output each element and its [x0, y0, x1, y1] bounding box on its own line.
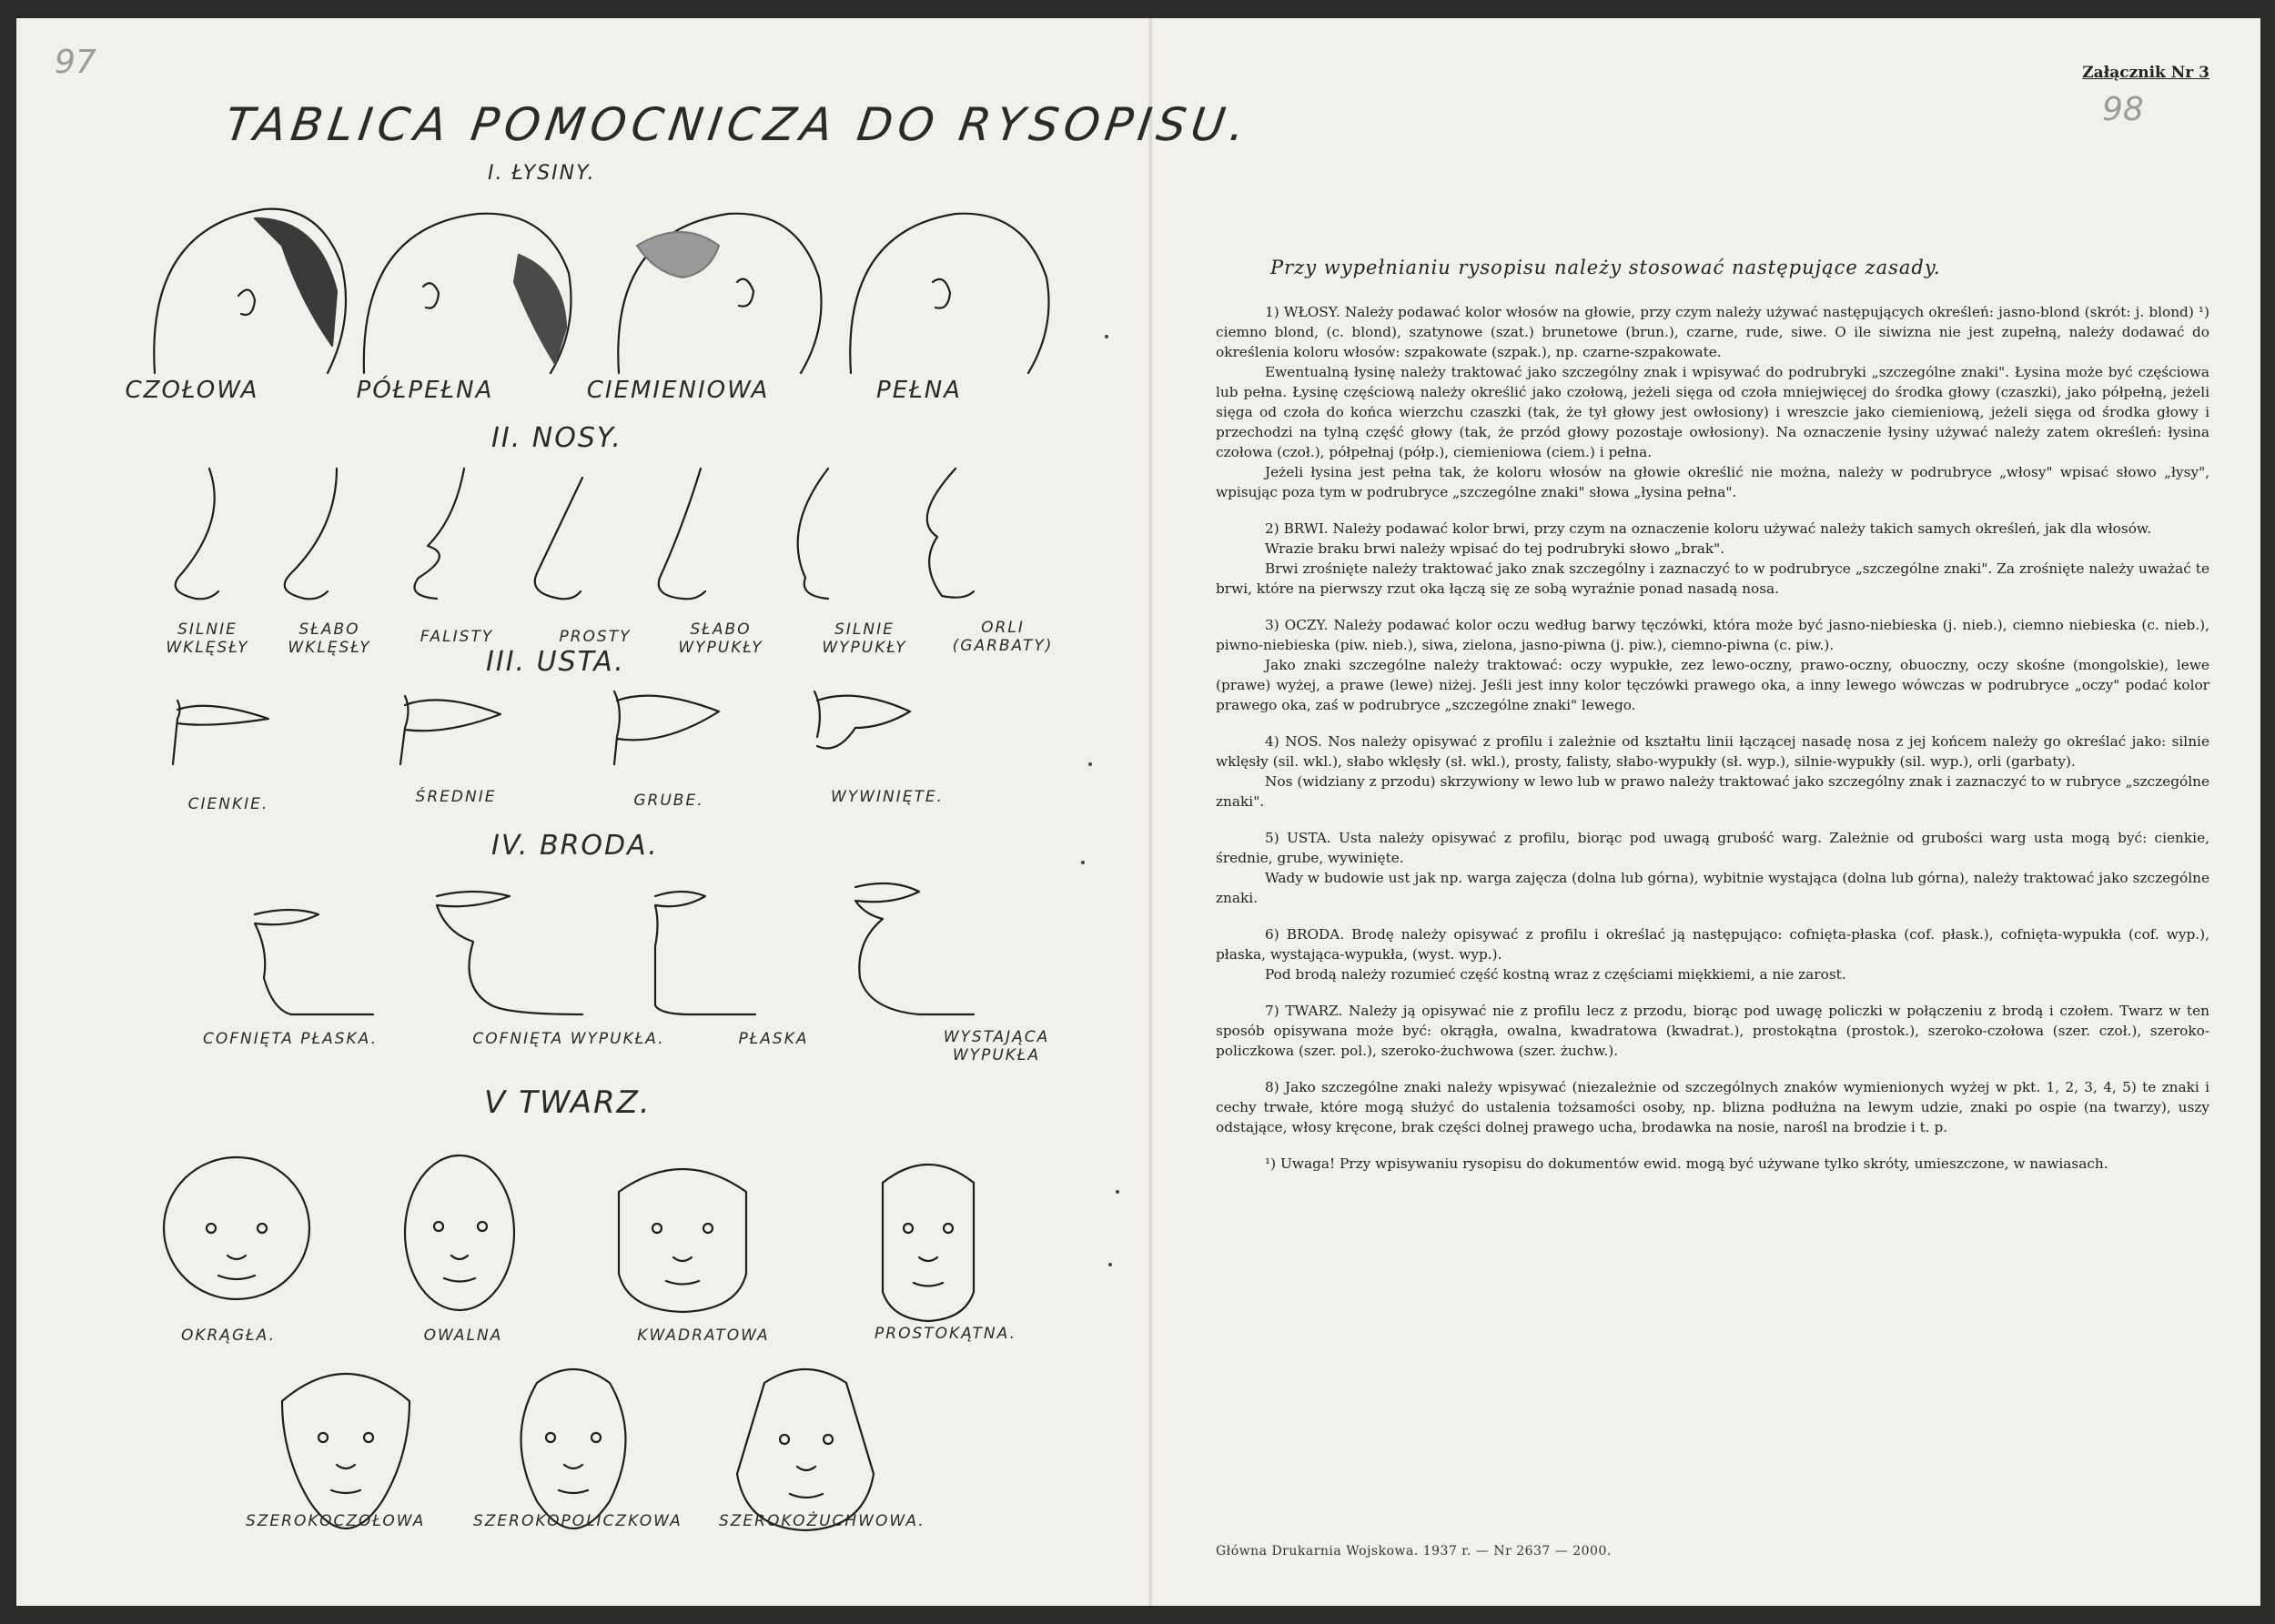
chin-cofnieta-plaska [255, 910, 373, 1014]
label-cofnieta-plaska: COFNIĘTA PŁASKA. [202, 1030, 379, 1048]
head-polpelna [364, 214, 571, 373]
face-okragla [164, 1157, 309, 1299]
rule-nose-crooked: Nos (widziany z przodu) skrzywiony w lewo lub w prawo należy traktować jako szczególny znak i zaznaczyć to w rubryce „szczególne znaki". [1216, 773, 2209, 810]
lips-cienkie [173, 701, 268, 764]
rule-eyebrows: 2) BRWI. Należy podawać kolor brwi, przy czym na oznaczenie koloru używać należy takich samych określeń, jak dla włosów. [1265, 520, 2152, 537]
rules-heading: Przy wypełnianiu rysopisu należy stosować następujące zasady. [1270, 257, 1941, 278]
nose-slabo-wypukly [659, 469, 705, 599]
face-szerokozuchwowa [737, 1369, 874, 1530]
rule-chin: 6) BRODA. Brodę należy opisywać z profilu i określać ją następująco: cofnięta-płaska (cof. płask.), cofnięta-wypukła (cof. wyp.), płaska, wystająca-wypukła, (wyst. wyp.). [1216, 926, 2209, 963]
rule-hair-full-baldness: Jeżeli łysina jest pełna tak, że koloru włosów na głowie określić nie można, należy w podrubryce „włosy" wpisać słowo „łysy", wpisując poza tym w podrubryce „szczególne znaki" słowa „łysina pełna". [1216, 464, 2209, 500]
nose-silnie-wypukly [798, 469, 828, 599]
head-ciemieniowa [618, 214, 821, 373]
label-okragla: OKRĄGŁA. [180, 1326, 277, 1345]
label-prostokatna: PROSTOKĄTNA. [875, 1325, 1016, 1343]
lips-grube [614, 691, 719, 764]
rule-eyebrows-missing: Wrazie braku brwi należy wpisać do tej podrubryki słowo „brak". [1265, 540, 1725, 557]
label-slabo-wypukly: SŁABO WYPUKŁY [678, 620, 763, 658]
label-prosty: PROSTY [559, 628, 632, 646]
label-cienkie: CIENKIE. [187, 795, 269, 813]
rule-chin-definition: Pod brodą należy rozumieć część kostną wraz z częściami miękkiemi, a nie zarost. [1265, 966, 1846, 983]
noses-drawing [155, 464, 1065, 610]
rule-special-marks: 8) Jako szczególne znaki należy wpisywać (niezależnie od szczególnych znaków wymienionych wyżej w pkt. 1, 2, 3, 4, 5) te znaki i cechy trwałe, które mogą służyć do ustalenia tożsamości osoby, np. blizna podłużna na lewym udzie, znaki po ospie (na twarzy), uszy odstające, włosy kręcone, brak części dolnej prawego ucha, brodawka na nosie, narośl na brodzie i t. p. [1216, 1079, 2209, 1135]
label-slabo-wklesly: SŁABO WKLĘSŁY [288, 620, 371, 658]
label-srednie: ŚREDNIE [415, 788, 497, 806]
binder-hole [1088, 762, 1092, 766]
nose-falisty [415, 469, 465, 599]
rule-eyebrows-joined: Brwi zrośnięte należy traktować jako znak szczególny i zaznaczyć to w podrubryce „szczególne znaki". Za zrośnięte należy uważać te brwi, które na pierwszy rzut oka łączą się ze sobą wyraźnie ponad nasadą nosa. [1216, 560, 2209, 597]
rule-eyes: 3) OCZY. Należy podawać kolor oczu według barwy tęczówki, która może być jasno-niebieska (j. nieb.), ciemno niebieska (c. nieb.), piwno-niebieska (piw. nieb.), siwa, zielona, jasno-piwna (j. piw.), ciemno-piwna (c. piw.). [1216, 617, 2209, 653]
lips-srednie [400, 696, 500, 764]
label-silnie-wklesly: SILNIE WKLĘSŁY [166, 620, 249, 658]
binder-hole [1081, 861, 1085, 864]
label-plaska: PŁASKA [738, 1030, 809, 1048]
head-czolowa [154, 209, 346, 373]
label-czolowa: CZOŁOWA [125, 377, 259, 404]
baldness-heads-drawing [127, 191, 1037, 382]
label-grube: GRUBE. [633, 792, 704, 810]
label-szerokopoliczkowa: SZEROKOPOLICZKOWA [473, 1512, 682, 1530]
rule-eyes-special: Jako znaki szczególne należy traktować: oczy wypukłe, zez lewo-oczny, prawo-oczny, obuoczny, oczy skośne (mongolskie), lewe (prawe) wyżej, a prawe (lewe) niżej. Jeśli jest inny kolor tęczówki prawego oka, a inny lewego wówczas w podrubryce „oczy" podać kolor prawego oka, zaś w podrubryce „szczególne znaki" lewego. [1216, 657, 2209, 713]
label-ciemieniowa: CIEMIENIOWA [586, 377, 770, 404]
nose-prosty [535, 478, 582, 599]
label-wystajaca-wypukla: WYSTAJĄCA WYPUKŁA [943, 1028, 1050, 1065]
rule-face: 7) TWARZ. Należy ją opisywać nie z profilu lecz z przodu, biorąc pod uwagę policzki w połączeniu z brodą i czołem. Twarz w ten sposób opisywana może być: okrągła, owalna, kwadratowa (kwadrat.), prostokątna (prostok.), szeroko-czołowa (szer. czoł.), szeroko-policzkowa (szer. pol.), szeroko-żuchwowa (szer. żuchw.). [1216, 1003, 2209, 1059]
label-pelna: PEŁNA [876, 377, 962, 404]
face-szerokopoliczkowa [521, 1369, 626, 1528]
rule-nose: 4) NOS. Nos należy opisywać z profilu i zależnie od kształtu linii łączącej nasadę nosa z jej końcem należy go określać jako: silnie wklęsły (sil. wkl.), słabo wklęsły (sł. wkl.), prosty, falisty, słabo-wypukły (sł. wyp.), silnie-wypukły (sil. wyp.), orli (garbaty). [1216, 733, 2209, 770]
chart-title: TABLICA POMOCNICZA DO RYSOPISU. [221, 98, 1254, 151]
section-chin-heading: IV. BRODA. [491, 830, 659, 862]
label-kwadratowa: KWADRATOWA [637, 1326, 770, 1345]
lips-wywiniete [814, 691, 910, 749]
chin-plaska [655, 892, 755, 1014]
pencil-page-number-left: 97 [55, 44, 96, 81]
label-silnie-wypukly: SILNIE WYPUKŁY [822, 620, 907, 658]
face-szerokoczolowa [282, 1374, 410, 1528]
head-pelna [850, 214, 1048, 373]
printer-footer: Główna Drukarnia Wojskowa. 1937 r. — Nr 2637 — 2000. [1216, 1544, 1612, 1558]
rule-hair: 1) WŁOSY. Należy podawać kolor włosów na głowie, przy czym należy używać następujących określeń: jasno-blond (skrót: j. blond) ¹) ciemno blond, (c. blond), szatynowe (szat.) brunetowe (brun.), czarne, rude, siwe. O ile siwizna nie jest zupełną, należy dodawać do określenia koloru włosów: szpakowate (szpak.), np. czarne-szpakowate. [1216, 304, 2209, 360]
chin-drawing [237, 878, 1056, 1024]
binder-hole [1108, 1263, 1112, 1266]
faces-drawing [164, 1155, 983, 1547]
section-noses-heading: II. NOSY. [491, 422, 622, 454]
label-orli: ORLI (GARBATY) [952, 619, 1054, 656]
label-wywiniete: WYWINIĘTE. [830, 788, 945, 806]
face-kwadratowa [619, 1169, 746, 1312]
pencil-page-number-right: 98 [2102, 91, 2144, 128]
binder-hole [1116, 1190, 1119, 1194]
annex-label: Załącznik Nr 3 [2082, 64, 2209, 82]
footnote-warning: ¹) Uwaga! Przy wpisywaniu rysopisu do dokumentów ewid. mogą być używane tylko skróty, umieszczone, w nawiasach. [1265, 1155, 2108, 1172]
label-szerokoczolowa: SZEROKOCZOŁOWA [246, 1512, 426, 1530]
label-szerokozuchwowa: SZEROKOŻUCHWOWA. [719, 1512, 925, 1530]
label-cofnieta-wypukla: COFNIĘTA WYPUKŁA. [472, 1030, 665, 1048]
chin-cofnieta-wypukla [437, 892, 582, 1014]
rule-mouth: 5) USTA. Usta należy opisywać z profilu, biorąc pod uwagą grubość warg. Zależnie od grubości warg usta mogą być: cienkie, średnie, grube, wywinięte. [1216, 830, 2209, 866]
chin-wystajaca-wypukla [855, 883, 974, 1014]
label-falisty: FALISTY [420, 628, 494, 646]
binder-hole [1105, 335, 1108, 338]
lips-drawing [173, 691, 992, 782]
label-polpelna: PÓŁPEŁNA [356, 377, 494, 404]
section-baldness-heading: I. ŁYSINY. [488, 162, 596, 185]
rules-body [1216, 302, 2209, 1174]
nose-slabo-wklesly [285, 469, 337, 599]
section-face-heading: V TWARZ. [484, 1084, 652, 1121]
rule-hair-baldness: Ewentualną łysinę należy traktować jako szczególny znak i wpisywać do podrubryki „szczególne znaki". Łysina może być częściowa lub pełna. Łysinę częściową należy określić jako czołową, jeżeli sięga od czoła mniejwięcej do środka głowy (czaszki), jako półpełną, jeżeli sięga od czoła do końca wierzchu czaszki (tak, że tył głowy jest owłosiony) i wreszcie jako ciemieniową, jeżeli sięga od środka głowy i przechodzi na tylną część głowy (tak, że przód głowy pozostaje owłosiony). Na oznaczenie łysiny używać należy zatem określeń: łysina czołowa (czoł.), półpełnaj (półp.), ciemieniowa (ciem.) i pełna. [1216, 364, 2209, 460]
face-owalna [405, 1155, 514, 1310]
face-prostokatna [883, 1165, 974, 1321]
nose-orli [927, 469, 974, 598]
nose-silnie-wklesly [176, 469, 218, 599]
label-owalna: OWALNA [423, 1326, 503, 1345]
right-page-content [1152, 18, 2260, 1606]
rule-mouth-defects: Wady w budowie ust jak np. warga zajęcza (dolna lub górna), wybitnie wystająca (dolna lub górna), należy traktować jako szczególne znaki. [1216, 870, 2209, 906]
section-lips-heading: III. USTA. [486, 646, 625, 678]
